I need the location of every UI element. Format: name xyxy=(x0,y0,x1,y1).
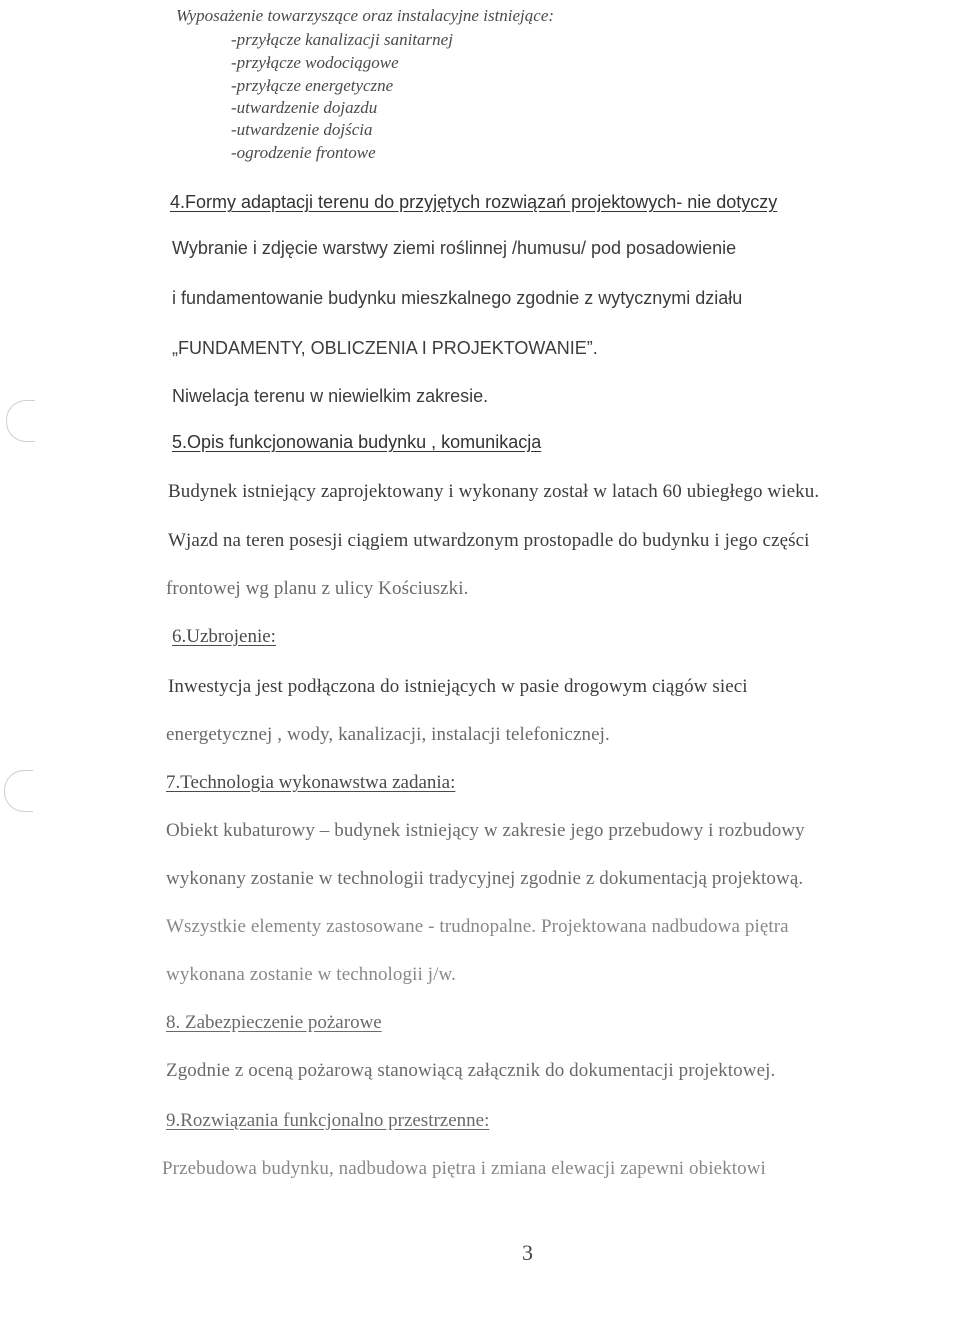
equipment-item: -ogrodzenie frontowe xyxy=(231,143,376,162)
section-4-line: Wybranie i zdjęcie warstwy ziemi roślinnej /humusu/ pod posadowienie xyxy=(172,238,737,258)
section-7-line: Obiekt kubaturowy – budynek istniejący w zakresie jego przebudowy i rozbudowy xyxy=(166,820,805,841)
section-6-heading: 6.Uzbrojenie: xyxy=(172,626,276,647)
section-7-line: Wszystkie elementy zastosowane - trudnopalne. Projektowana nadbudowa piętra xyxy=(166,916,789,937)
section-7-heading: 7.Technologia wykonawstwa zadania: xyxy=(166,772,456,793)
binder-hole-mark xyxy=(6,400,35,442)
section-4-heading: 4.Formy adaptacji terenu do przyjętych rozwiązań projektowych- nie dotyczy xyxy=(170,192,778,212)
section-4-line: „FUNDAMENTY, OBLICZENIA I PROJEKTOWANIE”. xyxy=(172,338,598,358)
section-5-line: frontowej wg planu z ulicy Kościuszki. xyxy=(166,578,469,599)
section-9-line: Przebudowa budynku, nadbudowa piętra i zmiana elewacji zapewni obiektowi xyxy=(162,1158,766,1179)
section-7-line: wykonany zostanie w technologii tradycyjnej zgodnie z dokumentacją projektową. xyxy=(166,868,804,889)
section-8-heading: 8. Zabezpieczenie pożarowe xyxy=(166,1012,382,1033)
section-5-heading: 5.Opis funkcjonowania budynku , komunikacja xyxy=(172,432,542,452)
section-6-line: Inwestycja jest podłączona do istniejących w pasie drogowym ciągów sieci xyxy=(168,676,748,697)
binder-hole-mark xyxy=(4,770,33,812)
section-6-line: energetycznej , wody, kanalizacji, instalacji telefonicznej. xyxy=(166,724,610,745)
equipment-title: Wyposażenie towarzyszące oraz instalacyjne istniejące: xyxy=(176,6,555,25)
equipment-item: -utwardzenie dojścia xyxy=(231,120,373,139)
equipment-item: -przyłącze kanalizacji sanitarnej xyxy=(231,30,453,49)
section-4-line: i fundamentowanie budynku mieszkalnego zgodnie z wytycznymi działu xyxy=(172,288,743,308)
section-7-line: wykonana zostanie w technologii j/w. xyxy=(166,964,456,985)
page-number: 3 xyxy=(522,1240,533,1265)
section-5-line: Wjazd na teren posesji ciągiem utwardzonym prostopadle do budynku i jego części xyxy=(168,530,810,551)
section-5-line: Budynek istniejący zaprojektowany i wykonany został w latach 60 ubiegłego wieku. xyxy=(168,481,820,502)
equipment-item: -przyłącze energetyczne xyxy=(231,76,394,95)
section-8-line: Zgodnie z oceną pożarową stanowiącą załącznik do dokumentacji projektowej. xyxy=(166,1060,776,1081)
section-9-heading: 9.Rozwiązania funkcjonalno przestrzenne: xyxy=(166,1110,490,1131)
section-4-line: Niwelacja terenu w niewielkim zakresie. xyxy=(172,386,489,406)
equipment-item: -przyłącze wodociągowe xyxy=(231,53,399,72)
equipment-item: -utwardzenie dojazdu xyxy=(231,98,378,117)
